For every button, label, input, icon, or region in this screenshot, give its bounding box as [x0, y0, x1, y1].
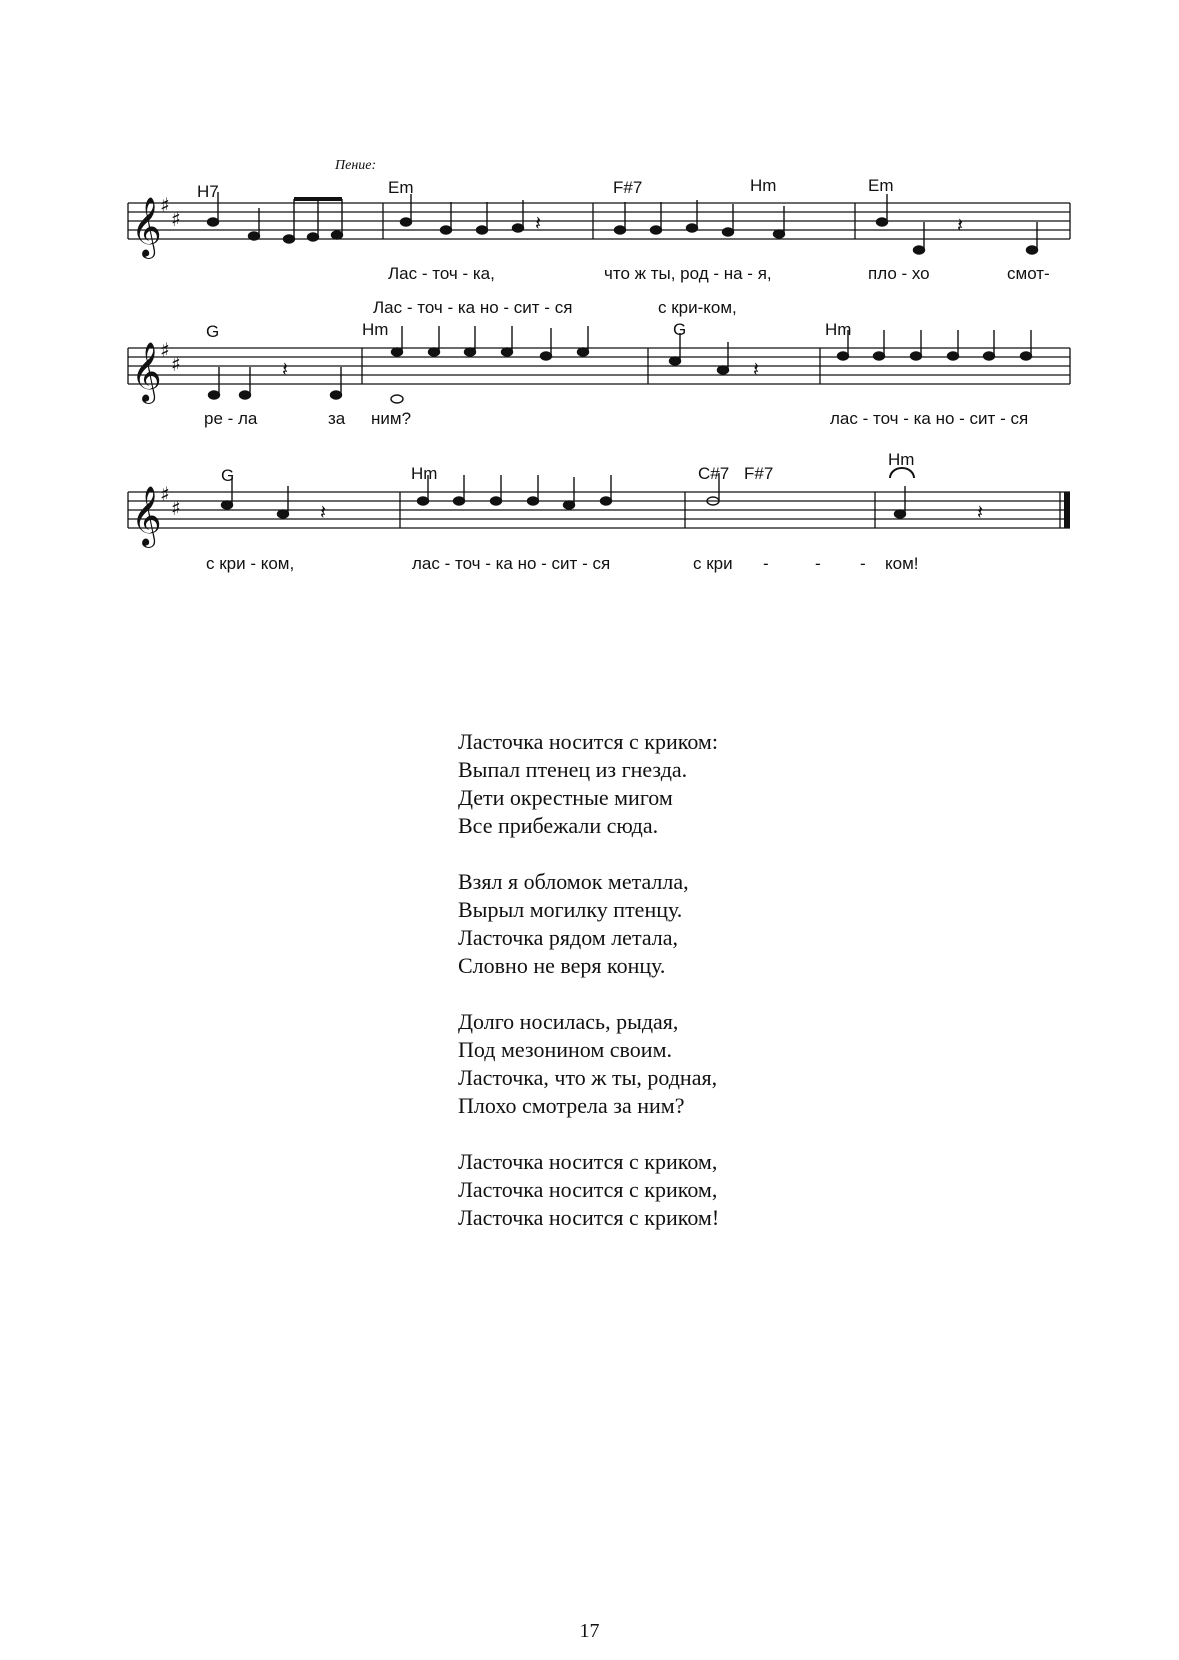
poem-line: Долго носилась, рыдая,: [458, 1009, 679, 1034]
lyric-hyphen: -: [763, 554, 769, 573]
poem-line: Ласточка рядом летала,: [458, 925, 679, 950]
svg-text:𝄽: 𝄽: [977, 500, 984, 524]
lyric-syllables: с кри - ком,: [206, 554, 295, 573]
poem-line: Ласточка носится с криком,: [458, 1149, 718, 1174]
svg-text:𝄽: 𝄽: [282, 357, 289, 381]
svg-text:♯: ♯: [160, 482, 170, 506]
poem: [458, 728, 818, 1260]
performance-marking: Пение:: [335, 158, 377, 173]
poem-line: Ласточка носится с криком,: [458, 1177, 718, 1202]
poem-line: Все прибежали сюда.: [458, 813, 659, 838]
treble-clef-icon: 𝄞: [131, 486, 162, 546]
lyric-syllables-upper: с кри-ком,: [658, 298, 737, 317]
lyric-syllables: Лас - точ - ка,: [388, 264, 495, 283]
lyric-syllables-upper: Лас - точ - ка но - сит - ся: [373, 298, 573, 317]
chord-label: Em: [868, 176, 894, 195]
lyric-hyphen: -: [860, 554, 866, 573]
chord-label: Em: [388, 178, 414, 197]
svg-text:𝄽: 𝄽: [320, 500, 327, 524]
poem-line: Вырыл могилку птенцу.: [458, 897, 683, 922]
chord-label: F#7: [744, 464, 774, 483]
lyric-syllables: что ж ты, род - на - я,: [604, 264, 772, 283]
chord-label: C#7: [698, 464, 730, 483]
svg-text:♯: ♯: [171, 352, 181, 376]
treble-clef-icon: 𝄞: [131, 197, 162, 257]
chord-label: G: [673, 320, 687, 339]
chord-label: Hm: [362, 320, 389, 339]
staff-graphics: [0, 0, 1179, 640]
poem-stanza: [458, 1008, 818, 1120]
poem-line: Дети окрестные мигом: [458, 785, 673, 810]
chord-label: Hm: [411, 464, 438, 483]
chord-label: H7: [197, 182, 219, 201]
poem-stanza: [458, 728, 818, 840]
poem-line: Плохо смотрела за ним?: [458, 1093, 685, 1118]
svg-text:𝄽: 𝄽: [957, 213, 964, 237]
chord-label: Hm: [888, 450, 915, 469]
lyric-syllables: ним?: [371, 409, 412, 428]
lyric-syllables: ре - ла: [204, 409, 258, 428]
poem-line: Под мезонином своим.: [458, 1037, 672, 1062]
svg-text:♯: ♯: [171, 496, 181, 520]
lyric-syllables: пло - хо: [868, 264, 930, 283]
poem-line: Ласточка носится с криком:: [458, 729, 718, 754]
chord-label: Hm: [750, 176, 777, 195]
lyric-syllables: за: [328, 409, 346, 428]
lyric-syllables: смот-: [1007, 264, 1050, 283]
chord-label: G: [221, 466, 235, 485]
chord-label: F#7: [613, 178, 643, 197]
svg-text:♯: ♯: [160, 193, 170, 217]
chord-label: Hm: [825, 320, 852, 339]
poem-line: Выпал птенец из гнезда.: [458, 757, 688, 782]
lyric-syllables: лас - точ - ка но - сит - ся: [412, 554, 611, 573]
lyric-syllables: ком!: [885, 554, 919, 573]
chord-label: G: [206, 322, 220, 341]
svg-text:♯: ♯: [160, 338, 170, 362]
svg-text:𝄽: 𝄽: [753, 357, 760, 381]
svg-text:𝄽: 𝄽: [535, 211, 542, 235]
poem-line: Словно не веря концу.: [458, 953, 666, 978]
poem-stanza: [458, 1148, 818, 1232]
poem-line: Ласточка, что ж ты, родная,: [458, 1065, 718, 1090]
svg-text:♯: ♯: [171, 207, 181, 231]
page-number: 17: [579, 1620, 600, 1642]
poem-line: Ласточка носится с криком!: [458, 1205, 720, 1230]
lyric-syllables: лас - точ - ка но - сит - ся: [830, 409, 1029, 428]
poem-line: Взял я обломок металла,: [458, 869, 689, 894]
poem-stanza: [458, 868, 818, 980]
treble-clef-icon: 𝄞: [131, 342, 162, 402]
lyric-syllables: с кри: [693, 554, 733, 573]
lyric-hyphen: -: [815, 554, 821, 573]
